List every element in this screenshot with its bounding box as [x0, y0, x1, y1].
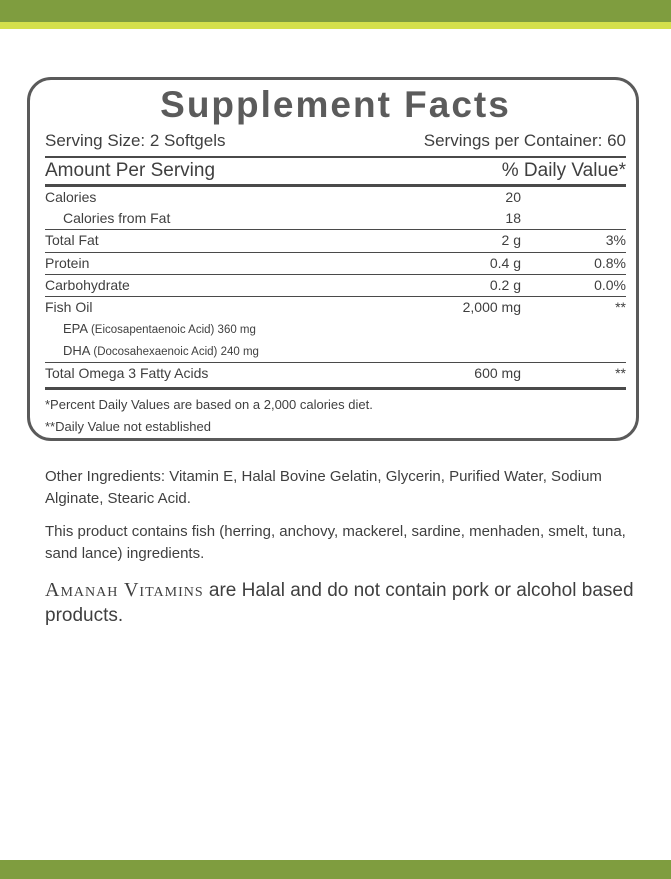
divider — [45, 274, 626, 275]
divider — [45, 252, 626, 253]
nutrient-name: Total Omega 3 Fatty Acids — [45, 365, 209, 381]
nutrient-amount: 20 — [505, 189, 521, 205]
nutrient-name: Total Fat — [45, 232, 99, 248]
nutrient-amount: 2 g — [501, 232, 521, 248]
nutrient-dv: 3% — [605, 232, 626, 248]
divider — [45, 362, 626, 363]
nutrient-name: Protein — [45, 255, 90, 271]
top-accent-stripe — [0, 22, 671, 29]
divider-serving — [45, 156, 626, 158]
dha-abbr: DHA — [63, 343, 90, 358]
nutrient-name: Calories — [45, 189, 97, 205]
divider — [45, 296, 626, 297]
dha-full: (Docosahexaenoic Acid) 240 mg — [93, 346, 259, 358]
nutrient-amount: 0.4 g — [489, 255, 521, 271]
brand-statement: are Halal and do not contain pork or alcohol based products. — [45, 580, 634, 626]
other-ingredients: Other Ingredients: Vitamin E, Halal Bovine Gelatin, Glycerin, Purified Water, Sodium Alginate, Stearic Acid. — [45, 468, 602, 507]
nutrient-amount: 0.2 g — [489, 277, 521, 293]
nutrient-name: Fish Oil — [45, 299, 93, 315]
nutrient-name: Calories from Fat — [63, 210, 171, 226]
footnote-dv-not-established: **Daily Value not established — [45, 419, 211, 434]
allergen-statement: This product contains fish (herring, anchovy, mackerel, sardine, menhaden, smelt, tuna, sand lance) ingredients. — [45, 523, 626, 562]
nutrient-name: Carbohydrate — [45, 277, 130, 293]
nutrient-amount: 2,000 mg — [462, 299, 521, 315]
brand-name: Amanah Vitamins — [45, 579, 204, 601]
serving-size: Serving Size: 2 Softgels — [45, 131, 226, 150]
bottom-green-band — [0, 860, 671, 879]
servings-per-container: Servings per Container: 60 — [423, 131, 626, 150]
nutrient-amount: 18 — [505, 210, 521, 226]
supplement-facts-title: Supplement Facts — [160, 84, 511, 125]
footnote-percent-dv: *Percent Daily Values are based on a 2,000 calories diet. — [45, 397, 373, 412]
divider-thick-bottom — [45, 387, 626, 390]
epa-full: (Eicosapentaenoic Acid) 360 mg — [90, 324, 256, 336]
top-green-band — [0, 0, 671, 22]
nutrient-name — [63, 343, 259, 358]
nutrient-name — [63, 321, 256, 336]
nutrient-amount: 600 mg — [474, 365, 521, 381]
daily-value-label: % Daily Value* — [501, 160, 626, 181]
divider — [45, 229, 626, 230]
nutrient-dv: 0.8% — [594, 255, 626, 271]
amount-per-serving-label: Amount Per Serving — [45, 160, 216, 181]
nutrient-dv: ** — [615, 299, 626, 315]
nutrient-dv: ** — [615, 365, 626, 381]
nutrient-dv: 0.0% — [594, 277, 626, 293]
halal-statement — [45, 578, 645, 628]
divider-thick — [45, 184, 626, 187]
epa-abbr: EPA — [63, 321, 88, 336]
